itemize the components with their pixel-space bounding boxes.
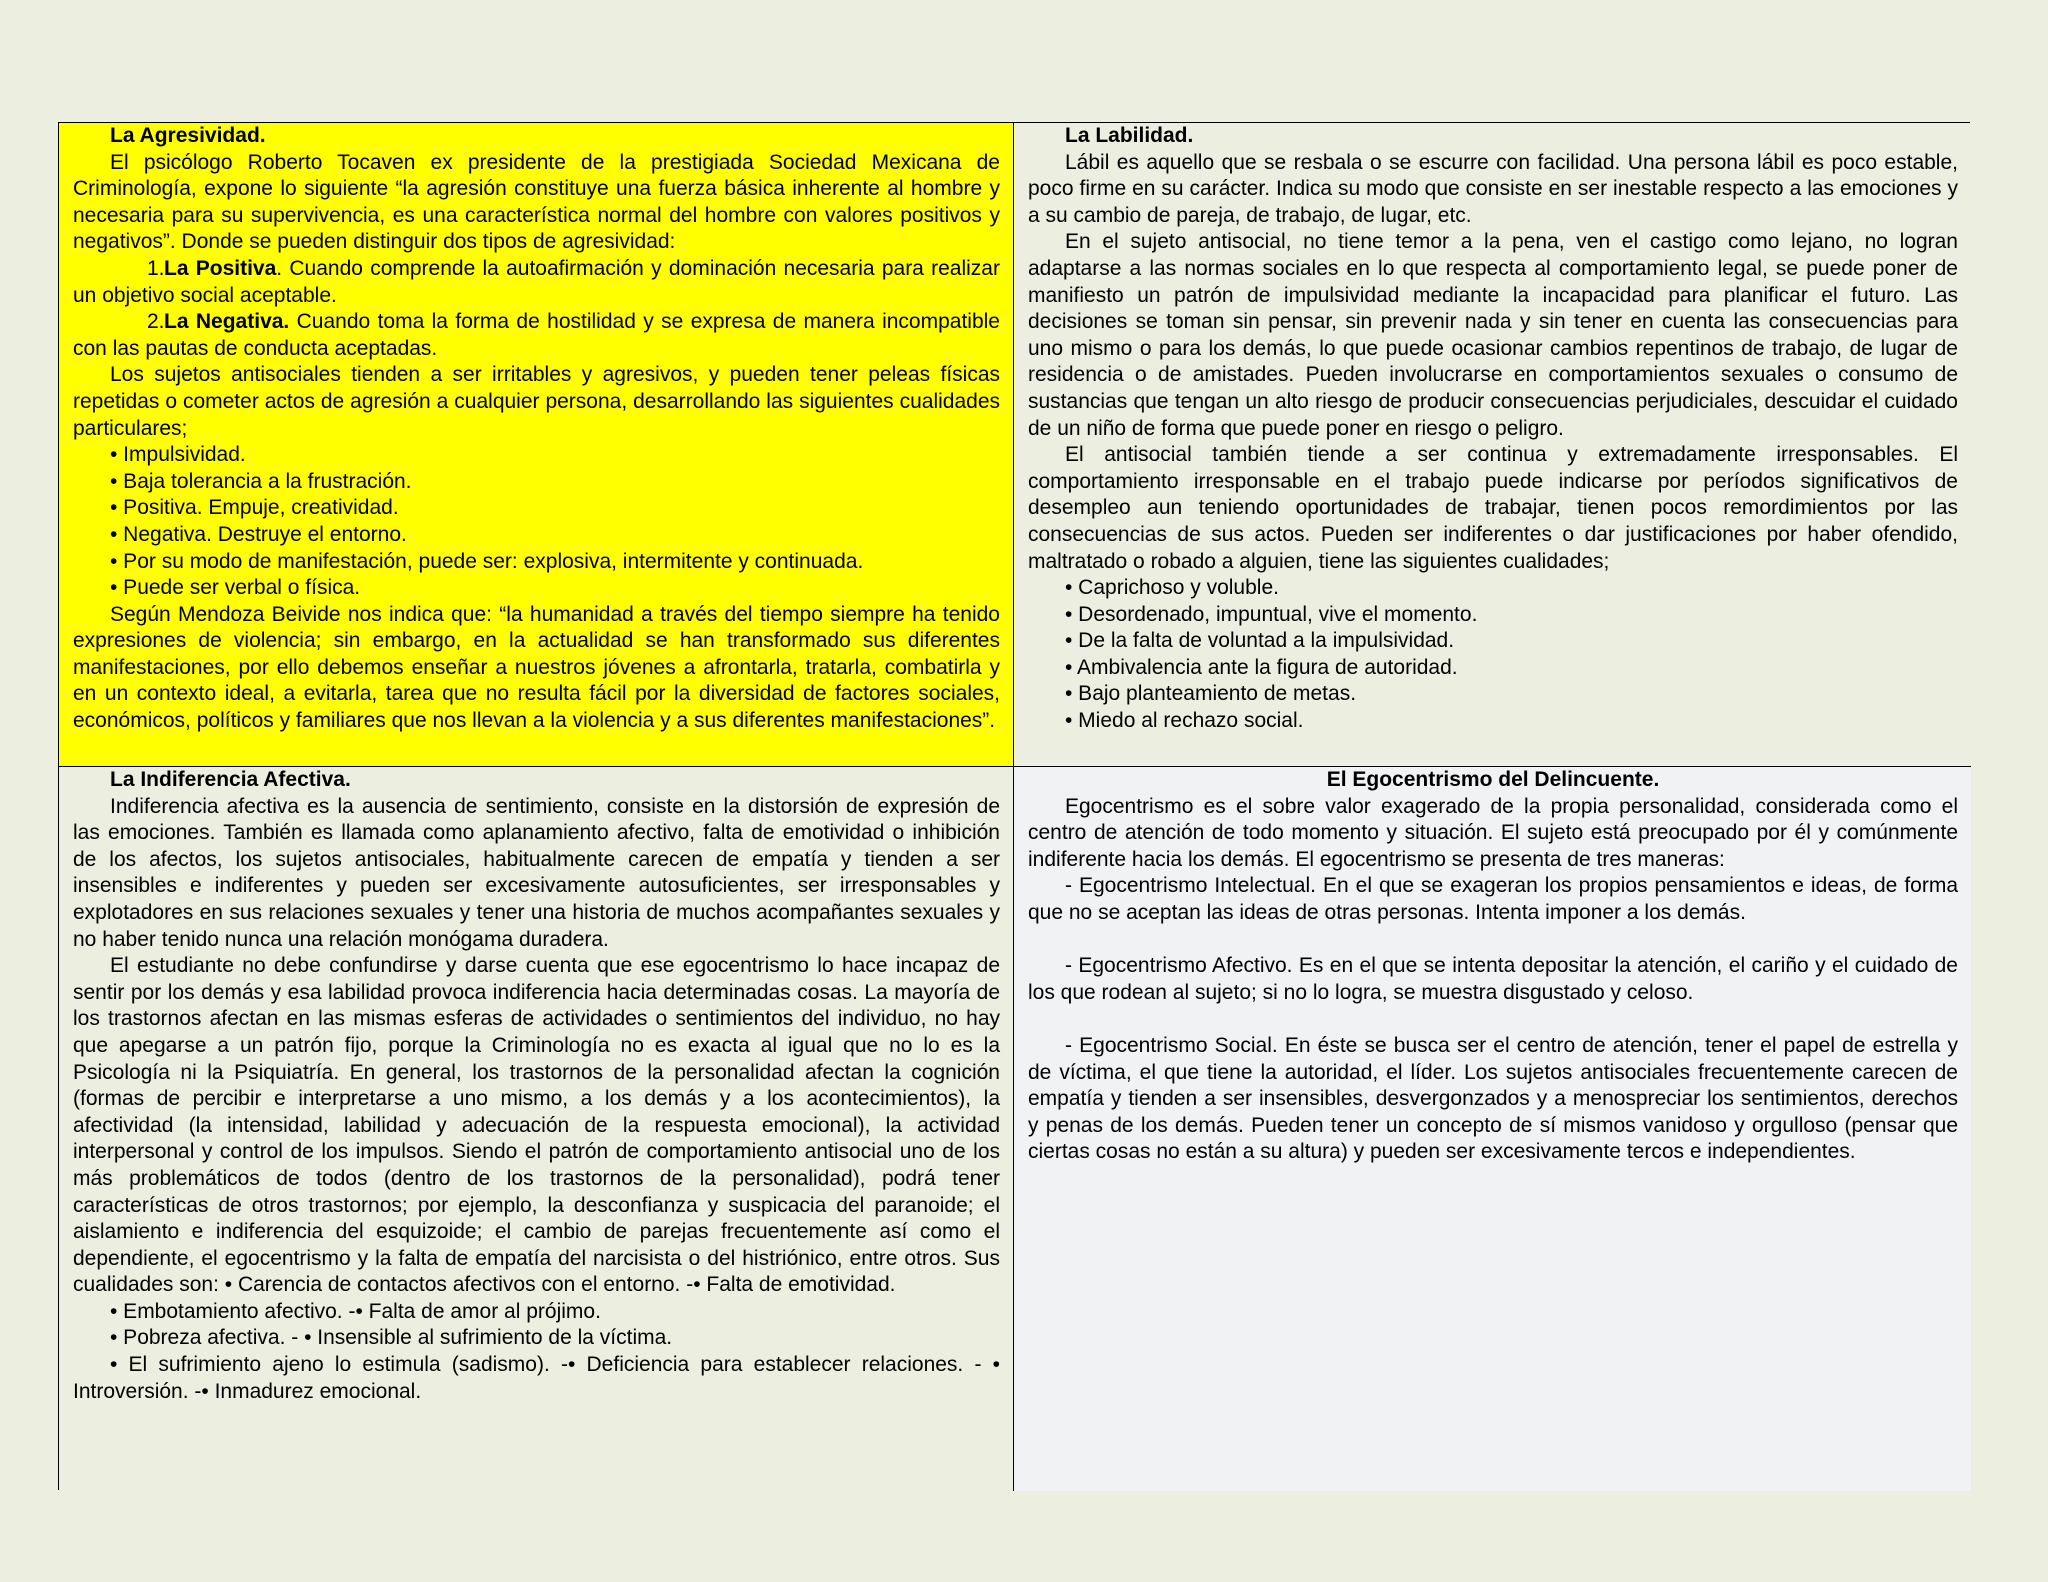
bullet-item: • Impulsividad. <box>110 443 246 467</box>
indiferencia-line-2: • Pobreza afectiva. - • Insensible al sufrimiento de la víctima. <box>110 1326 673 1350</box>
indiferencia-paragraph-2: El estudiante no debe confundirse y darse cuenta que ese egocentrismo lo hace incapaz de sentir por los demás y esa labilidad provoca indiferencia hacia determinadas cosas. La mayoría de los trastornos afectan en las mismas esferas de actividades o sentimientos del individuo, no hay que apegarse a un patrón fijo, porque la Criminología no es exacta al igual que no lo es la Psicología ni la Psiquiatría. En general, los trastornos de la personalidad afectan la cognición (formas de percibir e interpretarse a uno mismo, a los demás y a los acontecimientos), la afectividad (la intensidad, labilidad y adecuación de la respuesta emocional), la actividad interpersonal y control de los impulsos. Siendo el patrón de comportamiento antisocial uno de los más problemáticos de todos (dentro de los trastornos de la personalidad), podrá tener características de otros trastornos; por ejemplo, la desconfianza y suspicacia del paranoide; el aislamiento e indiferencia del esquizoide; el cambio de parejas frecuentemente así como el dependiente, el egocentrismo y la falta de empatía del narcisista o del histriónico, entre otros. Sus cualidades son: • Carencia de contactos afectivos con el entorno. -• Falta de emotividad. <box>73 954 1000 1297</box>
indiferencia-line-3: • El sufrimiento ajeno lo estimula (sadismo). -• Deficiencia para establecer relaciones. - • Introversión. -• Inmadurez emocional. <box>73 1353 1000 1403</box>
labilidad-paragraph-2: En el sujeto antisocial, no tiene temor a la pena, ven el castigo como lejano, no logran adaptarse a las normas sociales en lo que respecta al comportamiento legal, se puede poner de manifiesto un patrón de impulsividad mediante la incapacidad para planificar el futuro. Las decisiones se toman sin pensar, sin prevenir nada y sin tener en cuenta las consecuencias para uno mismo o para los demás, lo que puede ocasionar cambios repentinos de trabajo, de lugar de residencia o de amistades. Pueden involucrarse en comportamientos sexuales o consumo de sustancias que tengan un alto riesgo de producir consecuencias perjudiciales, descuidar el cuidado de un niño de forma que puede poner en riesgo o peligro. <box>1028 230 1958 440</box>
bullet-item: • Ambivalencia ante la figura de autoridad. <box>1065 655 1458 679</box>
bullet-item: • De la falta de voluntad a la impulsividad. <box>1065 629 1455 653</box>
item-number: 2. <box>147 310 165 334</box>
indiferencia-line-1: • Embotamiento afectivo. -• Falta de amor al prójimo. <box>110 1299 601 1323</box>
labilidad-title: La Labilidad. <box>1065 124 1194 147</box>
egocentrismo-paragraph-4: - Egocentrismo Social. En éste se busca ser el centro de atención, tener el papel de estrella y de víctima, el que tiene la autoridad, el líder. Los sujetos antisociales frecuentemente carecen de empatía y tienden a ser insensibles, desvergonzados y a menospreciar los sentimientos, derechos y penas de los demás. Pueden tener un concepto de sí mismos vanidoso y orgulloso (pensar que ciertas cosas no están a su altura) y pueden ser excesivamente tercos e independientes. <box>1028 1033 1958 1164</box>
agresividad-paragraph-3: Según Mendoza Beivide nos indica que: “la humanidad a través del tiempo siempre ha tenido expresiones de violencia; sin embargo, en la actualidad se han transformado sus diferentes manifestaciones, por ello debemos enseñar a nuestros jóvenes a afrontarla, tratarla, combatirla y en un contexto ideal, a evitarla, tarea que no resulta fácil por la diversidad de factores sociales, económicos, políticos y familiares que nos llevan a la violencia y a sus diferentes manifestaciones”. <box>73 602 1000 733</box>
labilidad-paragraph-1: Lábil es aquello que se resbala o se escurre con facilidad. Una persona lábil es poco estable, poco firme en su carácter. Indica su modo que consiste en ser inestable respecto a las emociones y a su cambio de pareja, de trabajo, de lugar, etc. <box>1028 150 1958 227</box>
bullet-item: • Por su modo de manifestación, puede ser: explosiva, intermitente y continuada. <box>110 549 864 573</box>
bullet-item: • Positiva. Empuje, creatividad. <box>110 496 399 520</box>
agresividad-cell <box>59 123 1014 767</box>
spacer <box>1028 927 1958 954</box>
egocentrismo-title: El Egocentrismo del Delincuente. <box>1326 768 1660 791</box>
bullet-item: • Negativa. Destruye el entorno. <box>110 522 407 546</box>
item-term: La Positiva <box>164 256 277 280</box>
bullet-item: • Baja tolerancia a la frustración. <box>110 469 412 493</box>
item-number: 1. <box>147 256 165 280</box>
egocentrismo-paragraph-2: - Egocentrismo Intelectual. En el que se exageran los propios pensamientos e ideas, de forma que no se aceptan las ideas de otras personas. Intenta imponer a los demás. <box>1028 874 1958 924</box>
indiferencia-title: La Indiferencia Afectiva. <box>110 768 351 791</box>
agresividad-title: La Agresividad. <box>110 124 266 147</box>
content-table <box>58 122 1970 1490</box>
bullet-item: • Puede ser verbal o física. <box>110 576 361 600</box>
labilidad-cell <box>1014 123 1971 767</box>
agresividad-item-1 <box>73 256 1000 309</box>
spacer <box>1028 1006 1958 1033</box>
bullet-item: • Bajo planteamiento de metas. <box>1065 682 1357 706</box>
bullet-item: • Miedo al rechazo social. <box>1065 709 1304 733</box>
labilidad-paragraph-3: El antisocial también tiende a ser continua y extremadamente irresponsables. El comportamiento irresponsable en el trabajo puede indicarse por períodos significativos de desempleo aun teniendo oportunidades de trabajar, tienen pocos remordimientos por las consecuencias de sus actos. Pueden ser indiferentes o dar justificaciones por haber ofendido, maltratado o robado a alguien, tiene las siguientes cualidades; <box>1028 443 1958 573</box>
indiferencia-cell <box>59 767 1014 1491</box>
indiferencia-paragraph-1: Indiferencia afectiva es la ausencia de sentimiento, consiste en la distorsión de expresión de las emociones. También es llamada como aplanamiento afectivo, falta de emotividad o inhibición de los afectos, los sujetos antisociales, habitualmente carecen de empatía y tienden a ser insensibles e indiferentes y pueden ser excesivamente autosuficientes, ser irresponsables y explotadores en sus relaciones sexuales y tener una historia de muchos acompañantes sexuales y no haber tenido nunca una relación monógama duradera. <box>73 794 1000 951</box>
bullet-item: • Desordenado, impuntual, vive el momento. <box>1065 602 1478 626</box>
egocentrismo-cell <box>1014 767 1971 1491</box>
agresividad-paragraph-1: El psicólogo Roberto Tocaven ex presidente de la prestigiada Sociedad Mexicana de Criminología, expone lo siguiente “la agresión constituye una fuerza básica inherente al hombre y necesaria para su supervivencia, es una característica normal del hombre con valores positivos y negativos”. Donde se pueden distinguir dos tipos de agresividad: <box>73 150 1000 254</box>
egocentrismo-paragraph-3: - Egocentrismo Afectivo. Es en el que se intenta depositar la atención, el cariño y el cuidado de los que rodean al sujeto; si no lo logra, se muestra disgustado y celoso. <box>1028 954 1958 1004</box>
item-text: Cuando toma la forma de hostilidad y se expresa de manera incompatible con las pautas de conducta aceptadas. <box>73 310 1000 360</box>
item-term: La Negativa. <box>164 310 290 334</box>
egocentrismo-paragraph-1: Egocentrismo es el sobre valor exagerado de la propia personalidad, considerada como el centro de atención de todo momento y situación. El sujeto está preocupado por él y comúnmente indiferente hacia los demás. El egocentrismo se presenta de tres maneras: <box>1028 794 1958 871</box>
agresividad-paragraph-2: Los sujetos antisociales tienden a ser irritables y agresivos, y pueden tener peleas físicas repetidas o cometer actos de agresión a cualquier persona, desarrollando las siguientes cualidades particulares; <box>73 363 1000 440</box>
bullet-item: • Caprichoso y voluble. <box>1065 576 1279 600</box>
item-text: . Cuando comprende la autoafirmación y dominación necesaria para realizar un objetivo social aceptable. <box>73 256 1000 307</box>
agresividad-item-2 <box>73 309 1000 362</box>
